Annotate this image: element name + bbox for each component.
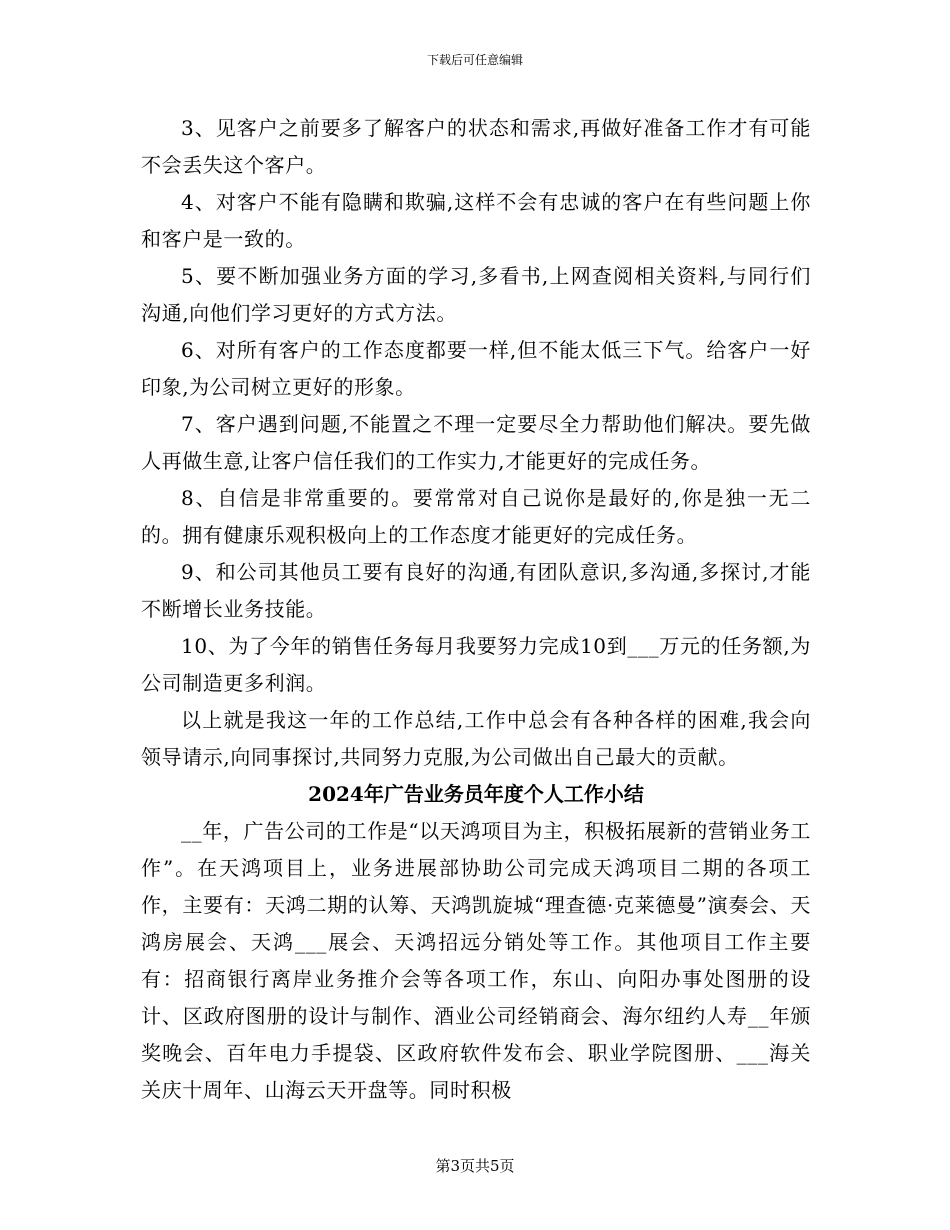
paragraph-item-8: 8、自信是非常重要的。要常常对自己说你是最好的,你是独一无二的。拥有健康乐观积极向上的工作态度才能更好的完成任务。 (141, 486, 811, 547)
paragraph-item-3: 3、见客户之前要多了解客户的状态和需求,再做好准备工作才有可能不会丢失这个客户。 (141, 116, 811, 177)
page-number: 第3页共5页 (435, 1157, 515, 1175)
section-title: 2024年广告业务员年度个人工作小结 (308, 782, 644, 806)
paragraph-item-10: 10、为了今年的销售任务每月我要努力完成10到___万元的任务额,为公司制造更多利润。 (141, 634, 811, 695)
page-header: 下载后可任意编辑 (426, 53, 523, 67)
section-paragraph: __年，广告公司的工作是“以天鸿项目为主，积极拓展新的营销业务工作”。在天鸿项目上，业务进展部协助公司完成天鸿项目二期的各项工作，主要有：天鸿二期的认筹、天鸿凯旋城“理查德·克莱德曼”演奏会、天鸿房展会、天鸿___展会、天鸿招远分销处等工作。其他项目工作主要有：招商银行离岸业务推介会等各项工作，东山、向阳办事处图册的设计、区政府图册的设计与制作、酒业公司经销商会、海尔纽约人寿__年颁奖晚会、百年电力手提袋、区政府软件发布会、职业学院图册、___海关关庆十周年、山海云天开盘等。同时积极 (141, 819, 811, 1102)
paragraph-item-4: 4、对客户不能有隐瞒和欺骗,这样不会有忠诚的客户在有些问题上你和客户是一致的。 (141, 190, 811, 251)
paragraph-conclusion: 以上就是我这一年的工作总结,工作中总会有各种各样的困难,我会向领导请示,向同事探讨,共同努力克服,为公司做出自己最大的贡献。 (141, 708, 811, 769)
paragraph-item-7: 7、客户遇到问题,不能置之不理一定要尽全力帮助他们解决。要先做人再做生意,让客户信任我们的工作实力,才能更好的完成任务。 (141, 412, 811, 473)
paragraph-item-5: 5、要不断加强业务方面的学习,多看书,上网查阅相关资料,与同行们沟通,向他们学习更好的方式方法。 (141, 264, 811, 325)
paragraph-item-6: 6、对所有客户的工作态度都要一样,但不能太低三下气。给客户一好印象,为公司树立更好的形象。 (141, 338, 811, 399)
document-body (141, 110, 811, 1109)
paragraph-item-9: 9、和公司其他员工要有良好的沟通,有团队意识,多沟通,多探讨,才能不断增长业务技能。 (141, 560, 811, 621)
